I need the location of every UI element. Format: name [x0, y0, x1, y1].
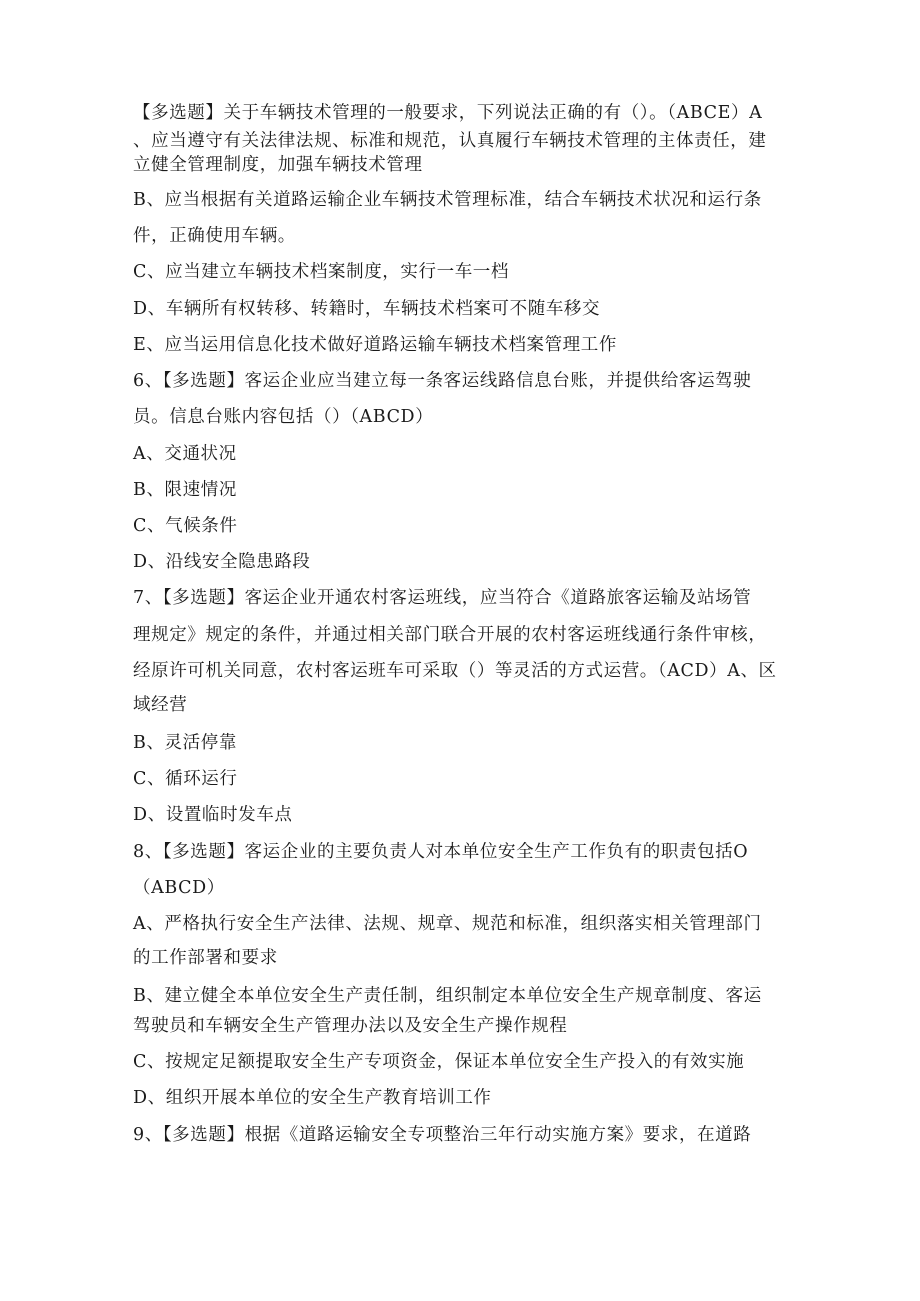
text-line: C、应当建立车辆技术档案制度，实行一车一档 — [133, 262, 509, 282]
text-line: 域经营 — [133, 695, 188, 715]
text-line: 的工作部署和要求 — [133, 948, 278, 968]
text-line: 理规定》规定的条件，并通过相关部门联合开展的农村客运班线通行条件审核， — [133, 625, 767, 645]
text-line: E、应当运用信息化技术做好道路运输车辆技术档案管理工作 — [133, 335, 617, 355]
text-line: 经原许可机关同意，农村客运班车可采取（）等灵活的方式运营。（ACD）A、区 — [133, 661, 777, 681]
text-line: C、循环运行 — [133, 769, 238, 789]
text-line: 7、【多选题】客运企业开通农村客运班线，应当符合《道路旅客运输及站场管 — [133, 588, 752, 608]
text-line: 6、【多选题】客运企业应当建立每一条客运线路信息台账，并提供给客运驾驶 — [133, 371, 752, 391]
text-line: 【多选题】关于车辆技术管理的一般要求，下列说法正确的有（）。（ABCE）A — [133, 103, 763, 123]
text-line: 驾驶员和车辆安全生产管理办法以及安全生产操作规程 — [133, 1016, 568, 1036]
text-line: 件，正确使用车辆。 — [133, 226, 296, 246]
text-line: 9、【多选题】根据《道路运输安全专项整治三年行动实施方案》要求，在道路 — [133, 1125, 752, 1145]
text-line: C、气候条件 — [133, 516, 238, 536]
text-line: 员。信息台账内容包括（）（ABCD） — [133, 407, 434, 427]
text-line: 、应当遵守有关法律法规、标准和规范，认真履行车辆技术管理的主体责任，建 — [133, 131, 767, 151]
text-line: （ABCD） — [133, 878, 225, 898]
text-line: A、交通状况 — [133, 444, 237, 464]
text-line: D、组织开展本单位的安全生产教育培训工作 — [133, 1088, 492, 1108]
text-line: B、建立健全本单位安全生产责任制，组织制定本单位安全生产规章制度、客运 — [133, 986, 762, 1006]
text-line: B、限速情况 — [133, 480, 237, 500]
text-line: B、应当根据有关道路运输企业车辆技术管理标准，结合车辆技术状况和运行条 — [133, 190, 762, 210]
text-line: D、车辆所有权转移、转籍时，车辆技术档案可不随车移交 — [133, 299, 601, 319]
text-line: 立健全管理制度，加强车辆技术管理 — [133, 155, 423, 175]
text-line: B、灵活停靠 — [133, 733, 237, 753]
text-line: A、严格执行安全生产法律、法规、规章、规范和标准，组织落实相关管理部门 — [133, 914, 762, 934]
text-line: C、按规定足额提取安全生产专项资金，保证本单位安全生产投入的有效实施 — [133, 1052, 745, 1072]
text-line: 8、【多选题】客运企业的主要负责人对本单位安全生产工作负有的职责包括O — [133, 842, 749, 862]
text-line: D、沿线安全隐患路段 — [133, 552, 311, 572]
text-line: D、设置临时发车点 — [133, 805, 293, 825]
